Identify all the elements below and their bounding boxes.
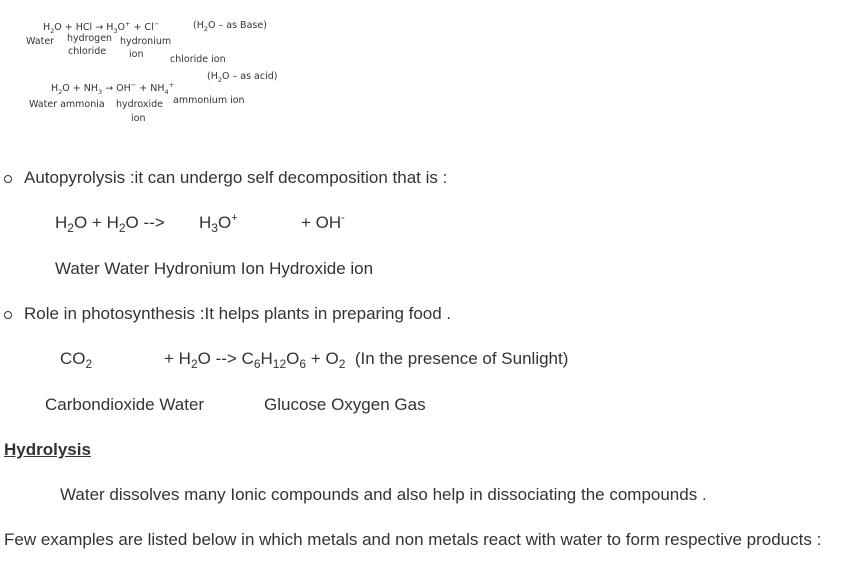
label-ammonium-ion: ammonium ion [173,95,245,106]
equation-2: $H_2O + NH_3 \to OH^- + NH_4^+$ [51,81,175,97]
label-hydroxide: hydroxide [116,99,164,110]
photosynthesis-equation-rest: + $H_2O$ --> $C_6H_{12}O_6 + O_2$ (In the presence of Sunlight) [164,349,569,371]
photosynthesis-equation-co2: $CO_2$ [60,349,93,371]
autopyrolysis-equation-hydronium: $H_3O^+$ [199,212,238,235]
label-ion: ion [129,49,144,60]
photosynthesis-labels-left: Carbondioxide Water [45,395,205,414]
label-chloride: chloride [68,46,107,57]
photosynthesis-text: Role in photosynthesis :It helps plants in preparing food . [24,304,452,323]
equation-image [0,0,300,135]
bullet-icon [4,311,12,319]
label-chloride-ion: chloride ion [170,54,226,65]
hydrolysis-examples-text: Few examples are listed below in which metals and non metals react with water to form respective products : [4,530,822,549]
equation-1-note: ($H_2O$ – as Base) [193,20,267,33]
hydrolysis-paragraph: Water dissolves many Ionic compounds and also help in dissociating the compounds . [60,485,707,504]
hydrolysis-heading: Hydrolysis [4,440,91,459]
photosynthesis-labels-right: Glucose Oxygen Gas [264,395,426,414]
equation-2-note: ($H_2O$ – as acid) [207,71,278,84]
label-hydronium: hydronium [120,36,172,47]
bullet-icon [4,175,12,183]
equation-1: $H_2O$ + HCl → $H_3O^+ + Cl^-$ [43,20,160,36]
label-hydrogen: hydrogen [67,33,113,44]
autopyrolysis-equation-hydroxide: + OH- [301,212,345,232]
autopyrolysis-text: Autopyrolysis :it can undergo self decomposition that is : [24,168,448,187]
autopyrolysis-equation-lhs: $H_2O + H_2O$ --> [55,213,165,235]
label-water: Water [26,36,55,47]
label-water-ammonia: Water ammonia [29,99,105,110]
label-ion-2: ion [131,113,146,124]
autopyrolysis-labels: Water Water Hydronium Ion Hydroxide ion [55,259,374,278]
